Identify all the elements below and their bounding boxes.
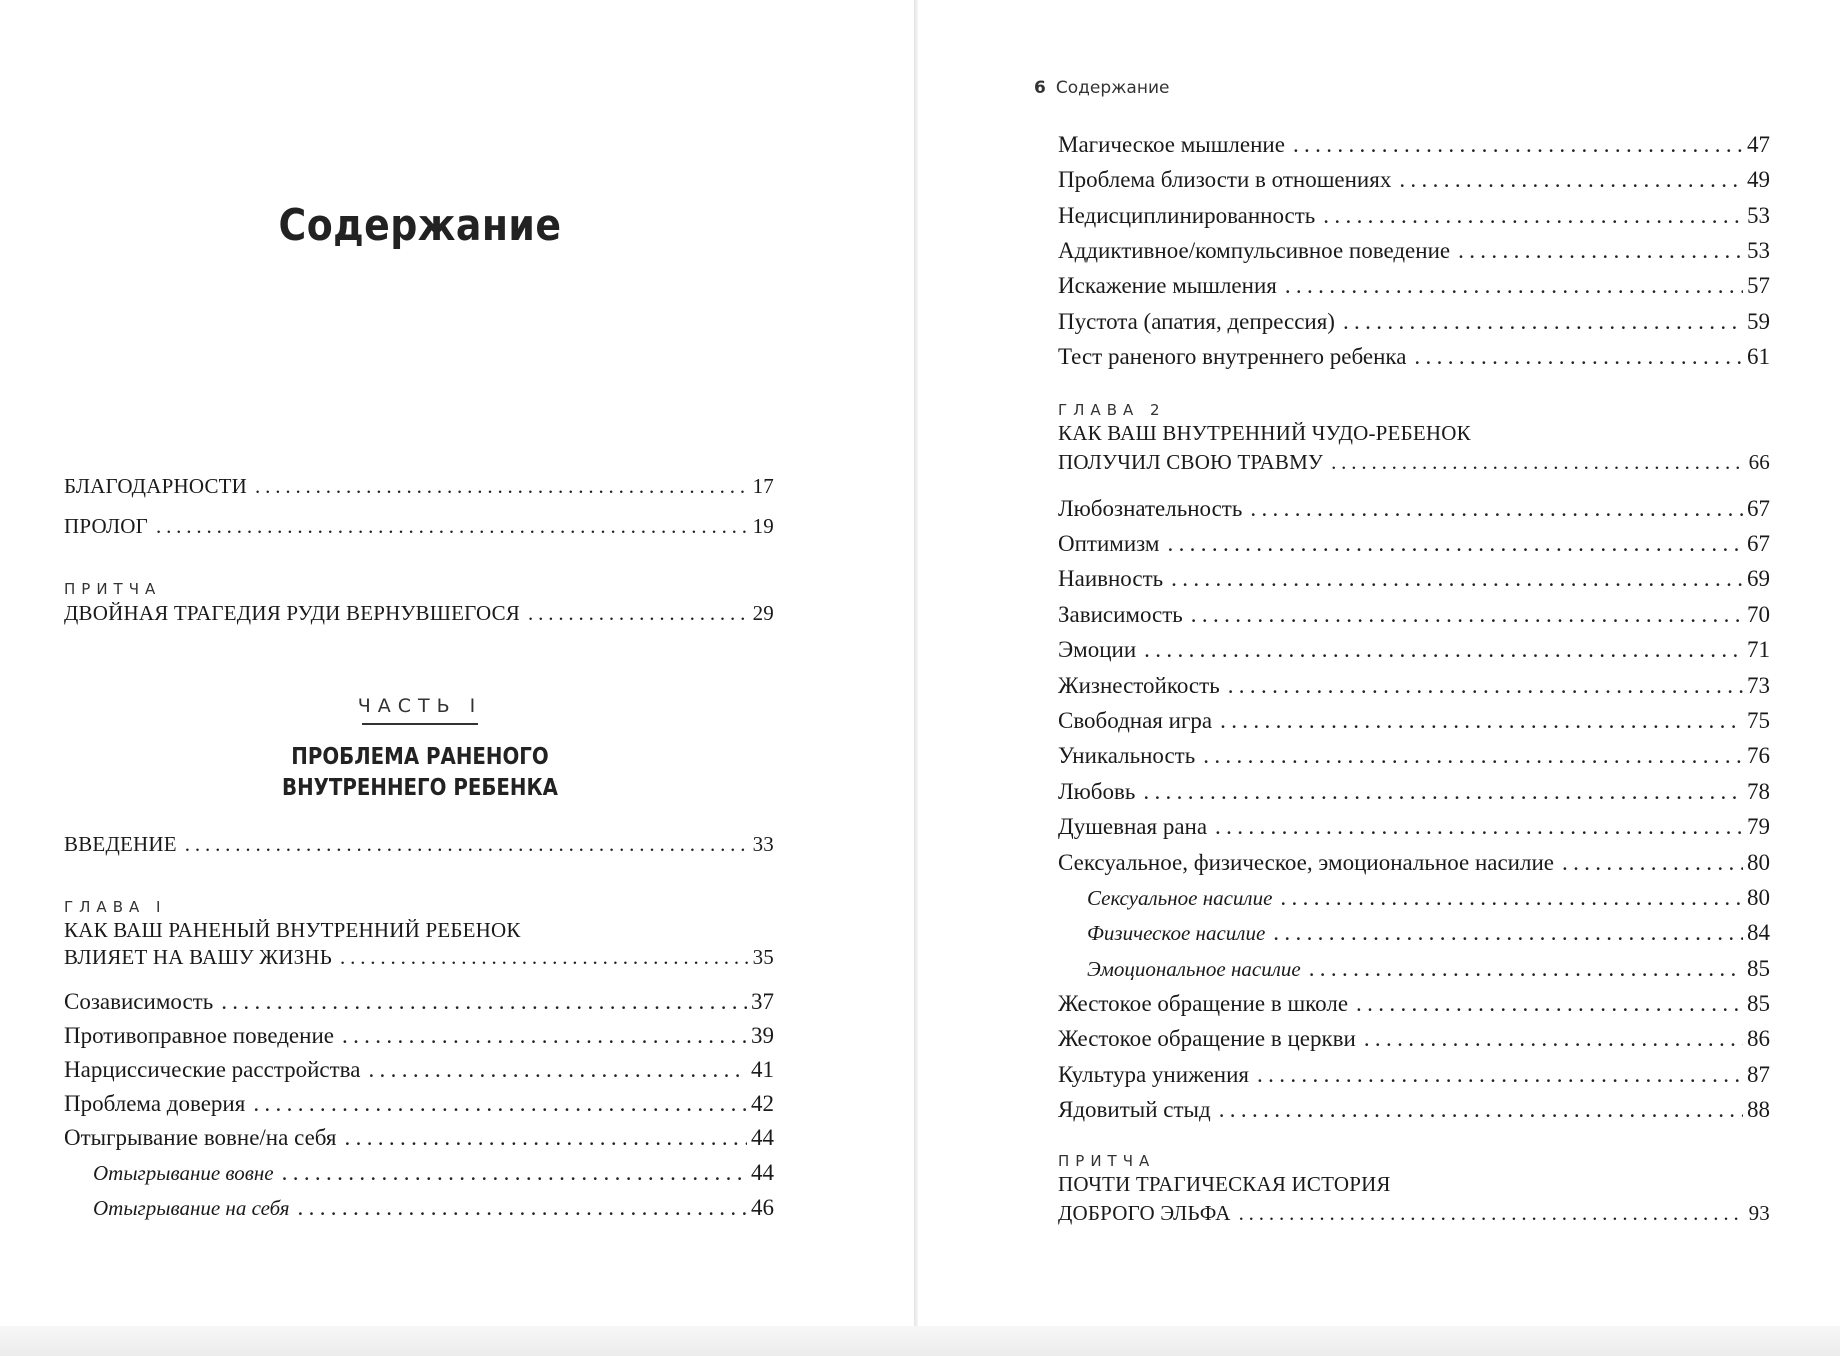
toc-entry[interactable] — [64, 1057, 774, 1083]
toc-entry-title: Отыгрывание на себя — [93, 1196, 290, 1220]
toc-entry-chapter2[interactable] — [1058, 450, 1770, 475]
toc-entry-title: Магическое мышление — [1058, 132, 1285, 157]
toc-entry-title: Свободная игра — [1058, 708, 1213, 733]
dot-leader — [282, 1160, 747, 1186]
dot-leader — [1458, 238, 1743, 264]
dot-leader — [340, 945, 749, 970]
toc-entry-title: БЛАГОДАРНОСТИ — [64, 474, 248, 498]
toc-entry[interactable] — [1058, 531, 1770, 557]
dot-leader — [1562, 850, 1743, 876]
toc-entry-prologue[interactable] — [64, 514, 774, 539]
toc-page-number: 73 — [1747, 673, 1770, 698]
toc-entry[interactable] — [64, 1023, 774, 1049]
dot-leader — [1143, 779, 1743, 805]
toc-entry[interactable] — [64, 1125, 774, 1151]
dot-leader — [1309, 956, 1743, 982]
toc-entry-introduction[interactable] — [64, 832, 774, 857]
dot-leader — [1331, 450, 1745, 475]
chapter2-label: ГЛАВА 2 — [1058, 401, 1166, 419]
toc-entry-title: Сексуальное насилие — [1087, 886, 1273, 910]
dot-leader — [1285, 273, 1743, 299]
dot-leader — [221, 989, 747, 1015]
toc-entry[interactable] — [1058, 602, 1770, 628]
toc-subentry[interactable] — [1087, 920, 1770, 946]
dot-leader — [253, 1091, 747, 1117]
toc-entry[interactable] — [1058, 496, 1770, 522]
toc-page-number: 39 — [751, 1023, 774, 1048]
toc-entry-chapter1[interactable] — [64, 945, 774, 970]
toc-entry-parable-rudi[interactable] — [64, 601, 774, 626]
toc-page-number: 37 — [751, 989, 774, 1014]
toc-entry[interactable] — [1058, 779, 1770, 805]
toc-page-number: 17 — [752, 474, 774, 498]
dot-leader — [1343, 309, 1743, 335]
dot-leader — [342, 1023, 747, 1049]
toc-entry-title: ДОБРОГО ЭЛЬФА — [1058, 1201, 1231, 1225]
toc-page-number: 71 — [1747, 637, 1770, 662]
dot-leader — [1273, 920, 1743, 946]
toc-page-number: 86 — [1747, 1026, 1770, 1051]
toc-entry-title: Нарциссические расстройства — [64, 1057, 361, 1082]
toc-entry[interactable] — [1058, 273, 1770, 299]
dot-leader — [1239, 1201, 1745, 1226]
right-page — [918, 0, 1840, 1326]
toc-entry[interactable] — [1058, 708, 1770, 734]
dot-leader — [1144, 637, 1743, 663]
toc-page-number: 44 — [751, 1125, 774, 1150]
toc-page-number: 85 — [1747, 956, 1770, 981]
toc-entry-title: Отыгрывание вовне/на себя — [64, 1125, 337, 1150]
toc-entry-title: Отыгрывание вовне — [93, 1161, 274, 1185]
running-head — [1034, 78, 1169, 98]
toc-entry-title: Жестокое обращение в церкви — [1058, 1026, 1356, 1051]
dot-leader — [1228, 673, 1743, 699]
toc-entry-title: Аддиктивное/компульсивное поведение — [1058, 238, 1451, 263]
toc-entry[interactable] — [1058, 1026, 1770, 1052]
toc-entry-title: Искажение мышления — [1058, 273, 1277, 298]
toc-page-number: 35 — [752, 945, 774, 969]
toc-page-number: 53 — [1747, 238, 1770, 263]
toc-entry[interactable] — [1058, 743, 1770, 769]
toc-entry-title: Противоправное поведение — [64, 1023, 334, 1048]
toc-entry-title: Оптимизм — [1058, 531, 1160, 556]
toc-entry-title: Пустота (апатия, депрессия) — [1058, 309, 1335, 334]
toc-page-number: 66 — [1748, 450, 1770, 474]
dot-leader — [1250, 496, 1743, 522]
toc-entry-title: Ядовитый стыд — [1058, 1097, 1211, 1122]
toc-page-number: 69 — [1747, 566, 1770, 591]
toc-page-number: 44 — [751, 1160, 774, 1185]
toc-page-number: 61 — [1747, 344, 1770, 369]
toc-entry-title: Уникальность — [1058, 743, 1196, 768]
toc-entry-title: Сексуальное, физическое, эмоциональное насилие — [1058, 850, 1554, 875]
toc-page-number: 75 — [1747, 708, 1770, 733]
toc-page-number: 93 — [1748, 1201, 1770, 1225]
toc-entry[interactable] — [64, 1091, 774, 1117]
dot-leader — [156, 514, 749, 539]
dot-leader — [368, 1057, 747, 1083]
toc-entry-title: ПОЛУЧИЛ СВОЮ ТРАВМУ — [1058, 450, 1324, 474]
toc-subentry[interactable] — [93, 1195, 774, 1221]
chapter1-label: ГЛАВА I — [64, 898, 167, 916]
toc-entry-title: Зависимость — [1058, 602, 1183, 627]
part-title-line2: ВНУТРЕННЕГО РЕБЕНКА — [282, 775, 558, 801]
toc-entry-title: Проблема доверия — [64, 1091, 246, 1116]
toc-entry[interactable] — [1058, 850, 1770, 876]
toc-page-number: 76 — [1747, 743, 1770, 768]
toc-entry[interactable] — [1058, 991, 1770, 1017]
toc-entry-title: ВЛИЯЕТ НА ВАШУ ЖИЗНЬ — [64, 945, 332, 969]
toc-entry-title: Жизнестойкость — [1058, 673, 1220, 698]
toc-entry[interactable] — [1058, 1097, 1770, 1123]
toc-entry[interactable] — [1058, 1062, 1770, 1088]
toc-entry-title: Душевная рана — [1058, 814, 1208, 839]
part-title-line1: ПРОБЛЕМА РАНЕНОГО — [291, 744, 549, 770]
dot-leader — [1293, 132, 1743, 158]
toc-page-number: 41 — [751, 1057, 774, 1082]
bottom-shade — [0, 1326, 1840, 1356]
dot-leader — [1356, 991, 1743, 1017]
dot-leader — [298, 1195, 748, 1221]
toc-page-number: 29 — [752, 601, 774, 625]
toc-page-number: 67 — [1747, 496, 1770, 521]
toc-page-number: 67 — [1747, 531, 1770, 556]
toc-page-number: 70 — [1747, 602, 1770, 627]
contents-title: Содержание — [278, 200, 562, 251]
toc-entry-title: Физическое насилие — [1087, 921, 1266, 945]
toc-subentry[interactable] — [1087, 885, 1770, 911]
toc-page-number: 19 — [752, 514, 774, 538]
toc-entry-title: Созависимость — [64, 989, 214, 1014]
toc-entry[interactable] — [1058, 132, 1770, 158]
toc-entry-title: Наивность — [1058, 566, 1164, 591]
toc-page-number: 79 — [1747, 814, 1770, 839]
toc-entry-title: Жестокое обращение в школе — [1058, 991, 1349, 1016]
dot-leader — [1414, 344, 1743, 370]
toc-entry[interactable] — [1058, 309, 1770, 335]
toc-entry[interactable] — [1058, 344, 1770, 370]
toc-entry[interactable] — [1058, 238, 1770, 264]
toc-entry-title: Тест раненого внутреннего ребенка — [1058, 344, 1407, 369]
toc-page-number: 88 — [1747, 1097, 1770, 1122]
toc-page-number: 80 — [1747, 850, 1770, 875]
parable2-label: ПРИТЧА — [1058, 1152, 1156, 1170]
toc-entry[interactable] — [1058, 637, 1770, 663]
toc-entry-title: Недисциплинированность — [1058, 203, 1316, 228]
toc-entry-title: Эмоциональное насилие — [1087, 957, 1301, 981]
toc-page-number: 59 — [1747, 309, 1770, 334]
toc-page-number: 53 — [1747, 203, 1770, 228]
part-label: ЧАСТЬ I — [357, 695, 483, 717]
chapter2-title-line1: КАК ВАШ ВНУТРЕННИЙ ЧУДО-РЕБЕНОК — [1058, 421, 1471, 445]
toc-page-number: 49 — [1747, 167, 1770, 192]
toc-entry-title: Любознательность — [1058, 496, 1243, 521]
toc-entry-title: ДВОЙНАЯ ТРАГЕДИЯ РУДИ ВЕРНУВШЕГОСЯ — [64, 601, 521, 625]
toc-entry-acknowledgements[interactable] — [64, 474, 774, 499]
dot-leader — [255, 474, 749, 499]
toc-page-number: 87 — [1747, 1062, 1770, 1087]
toc-page-number: 57 — [1747, 273, 1770, 298]
toc-subentry[interactable] — [1087, 956, 1770, 982]
dot-leader — [1219, 1097, 1743, 1123]
toc-entry[interactable] — [1058, 203, 1770, 229]
toc-entry-title: Проблема близости в отношениях — [1058, 167, 1392, 192]
running-head-title: Содержание — [1055, 78, 1170, 98]
toc-entry-title: ПРОЛОГ — [64, 514, 148, 538]
toc-page-number: 46 — [751, 1195, 774, 1220]
toc-page-number: 42 — [751, 1091, 774, 1116]
dot-leader — [1220, 708, 1743, 734]
toc-entry-title: Эмоции — [1058, 637, 1137, 662]
toc-entry[interactable] — [1058, 167, 1770, 193]
toc-page-number: 78 — [1747, 779, 1770, 804]
toc-page-number: 84 — [1747, 920, 1770, 945]
toc-entry[interactable] — [64, 989, 774, 1015]
running-head-page-number: 6 — [1034, 78, 1046, 98]
part-underline — [362, 723, 478, 725]
dot-leader — [1364, 1026, 1743, 1052]
toc-entry[interactable] — [1058, 566, 1770, 592]
parable-label: ПРИТЧА — [64, 580, 162, 598]
dot-leader — [1167, 531, 1743, 557]
dot-leader — [1215, 814, 1743, 840]
dot-leader — [185, 832, 749, 857]
chapter1-title-line1: КАК ВАШ РАНЕНЫЙ ВНУТРЕННИЙ РЕБЕНОК — [64, 918, 521, 942]
dot-leader — [1399, 167, 1743, 193]
toc-entry[interactable] — [1058, 673, 1770, 699]
toc-entry-title: Любовь — [1058, 779, 1136, 804]
toc-page-number: 85 — [1747, 991, 1770, 1016]
dot-leader — [345, 1125, 748, 1151]
toc-page-number: 47 — [1747, 132, 1770, 157]
parable2-title-line1: ПОЧТИ ТРАГИЧЕСКАЯ ИСТОРИЯ — [1058, 1172, 1391, 1196]
toc-page-number: 80 — [1747, 885, 1770, 910]
toc-entry[interactable] — [1058, 814, 1770, 840]
toc-entry-parable-elf[interactable] — [1058, 1201, 1770, 1226]
dot-leader — [1323, 203, 1743, 229]
toc-entry-title: ВВЕДЕНИЕ — [64, 832, 177, 856]
dot-leader — [1257, 1062, 1743, 1088]
dot-leader — [528, 601, 749, 626]
dot-leader — [1191, 602, 1743, 628]
dot-leader — [1203, 743, 1743, 769]
dot-leader — [1280, 885, 1743, 911]
dot-leader — [1171, 566, 1743, 592]
toc-subentry[interactable] — [93, 1160, 774, 1186]
toc-entry-title: Культура унижения — [1058, 1062, 1250, 1087]
toc-page-number: 33 — [752, 832, 774, 856]
